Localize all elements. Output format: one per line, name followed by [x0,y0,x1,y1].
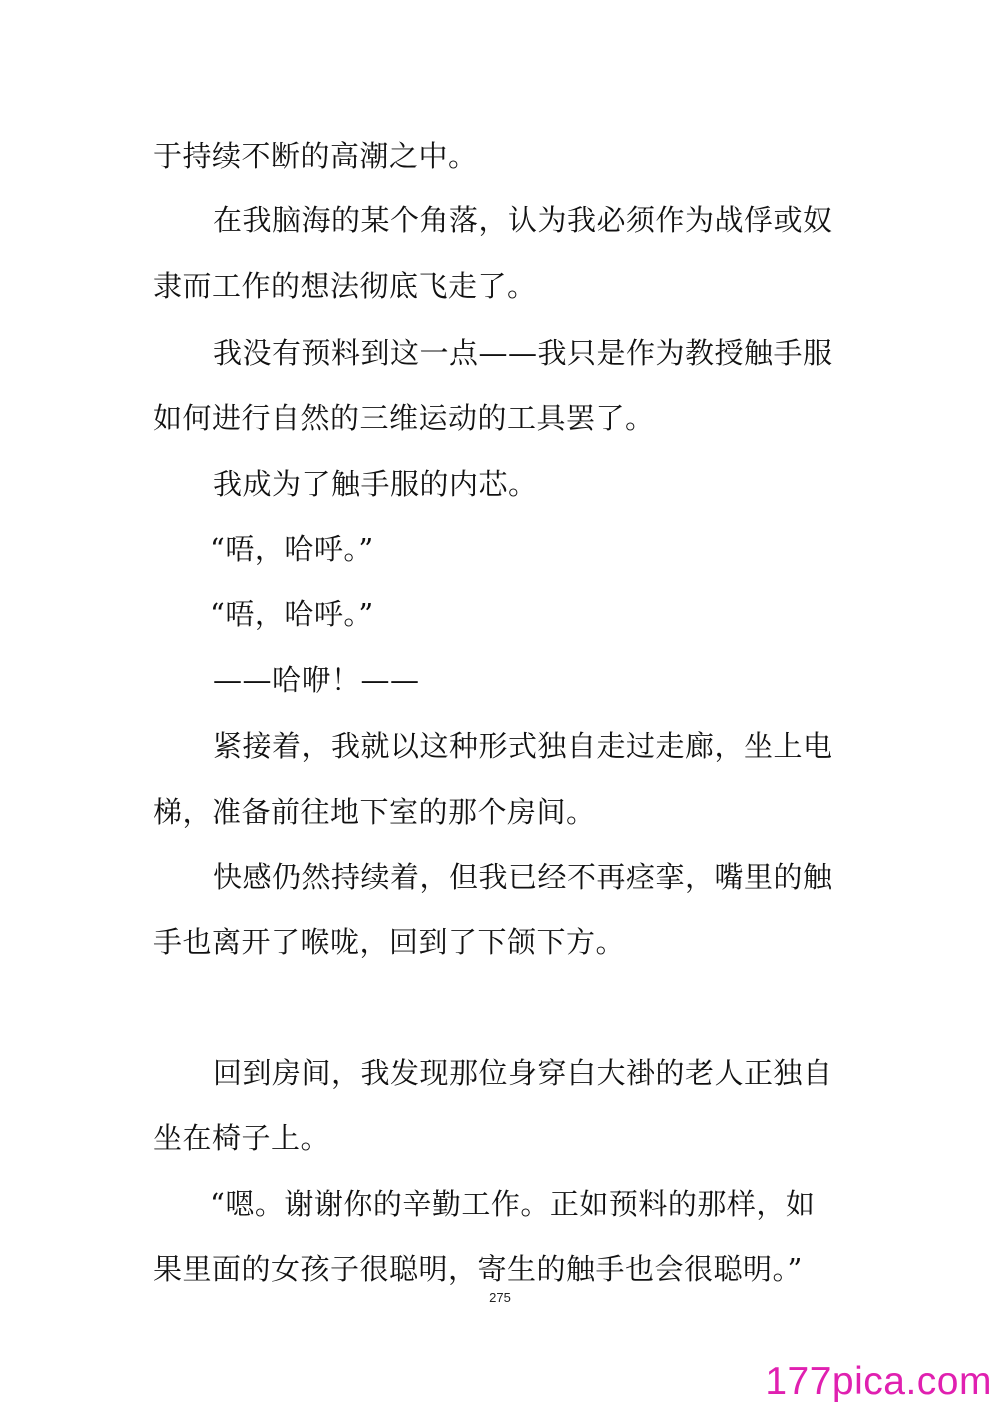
text-line: 梯，准备前往地下室的那个房间。 [153,795,596,829]
text-line: “唔，哈呼。” [210,532,374,566]
text-line: ——哈咿！—— [213,663,420,697]
text-line: 我没有预料到这一点——我只是作为教授触手服 [213,336,833,370]
text-line: 如何进行自然的三维运动的工具罢了。 [153,401,655,435]
text-line: 隶而工作的想法彻底飞走了。 [153,269,537,303]
text-line: 紧接着，我就以这种形式独自走过走廊，坐上电 [213,729,833,763]
text-line: 于持续不断的高潮之中。 [153,139,478,173]
page-number: 275 [489,1290,511,1305]
text-line: “唔，哈呼。” [210,597,374,631]
text-line: 手也离开了喉咙，回到了下颌下方。 [153,925,626,959]
text-line: “嗯。谢谢你的辛勤工作。正如预料的那样，如 [210,1187,816,1221]
text-line: 我成为了触手服的内芯。 [213,467,538,501]
text-line: 在我脑海的某个角落，认为我必须作为战俘或奴 [213,203,833,237]
watermark: 177pica.com [765,1360,992,1403]
text-line: 果里面的女孩子很聪明，寄生的触手也会很聪明。” [153,1252,803,1286]
text-line: 快感仍然持续着，但我已经不再痉挛，嘴里的触 [213,860,833,894]
text-line: 回到房间，我发现那位身穿白大褂的老人正独自 [213,1056,833,1090]
text-line: 坐在椅子上。 [153,1121,331,1155]
